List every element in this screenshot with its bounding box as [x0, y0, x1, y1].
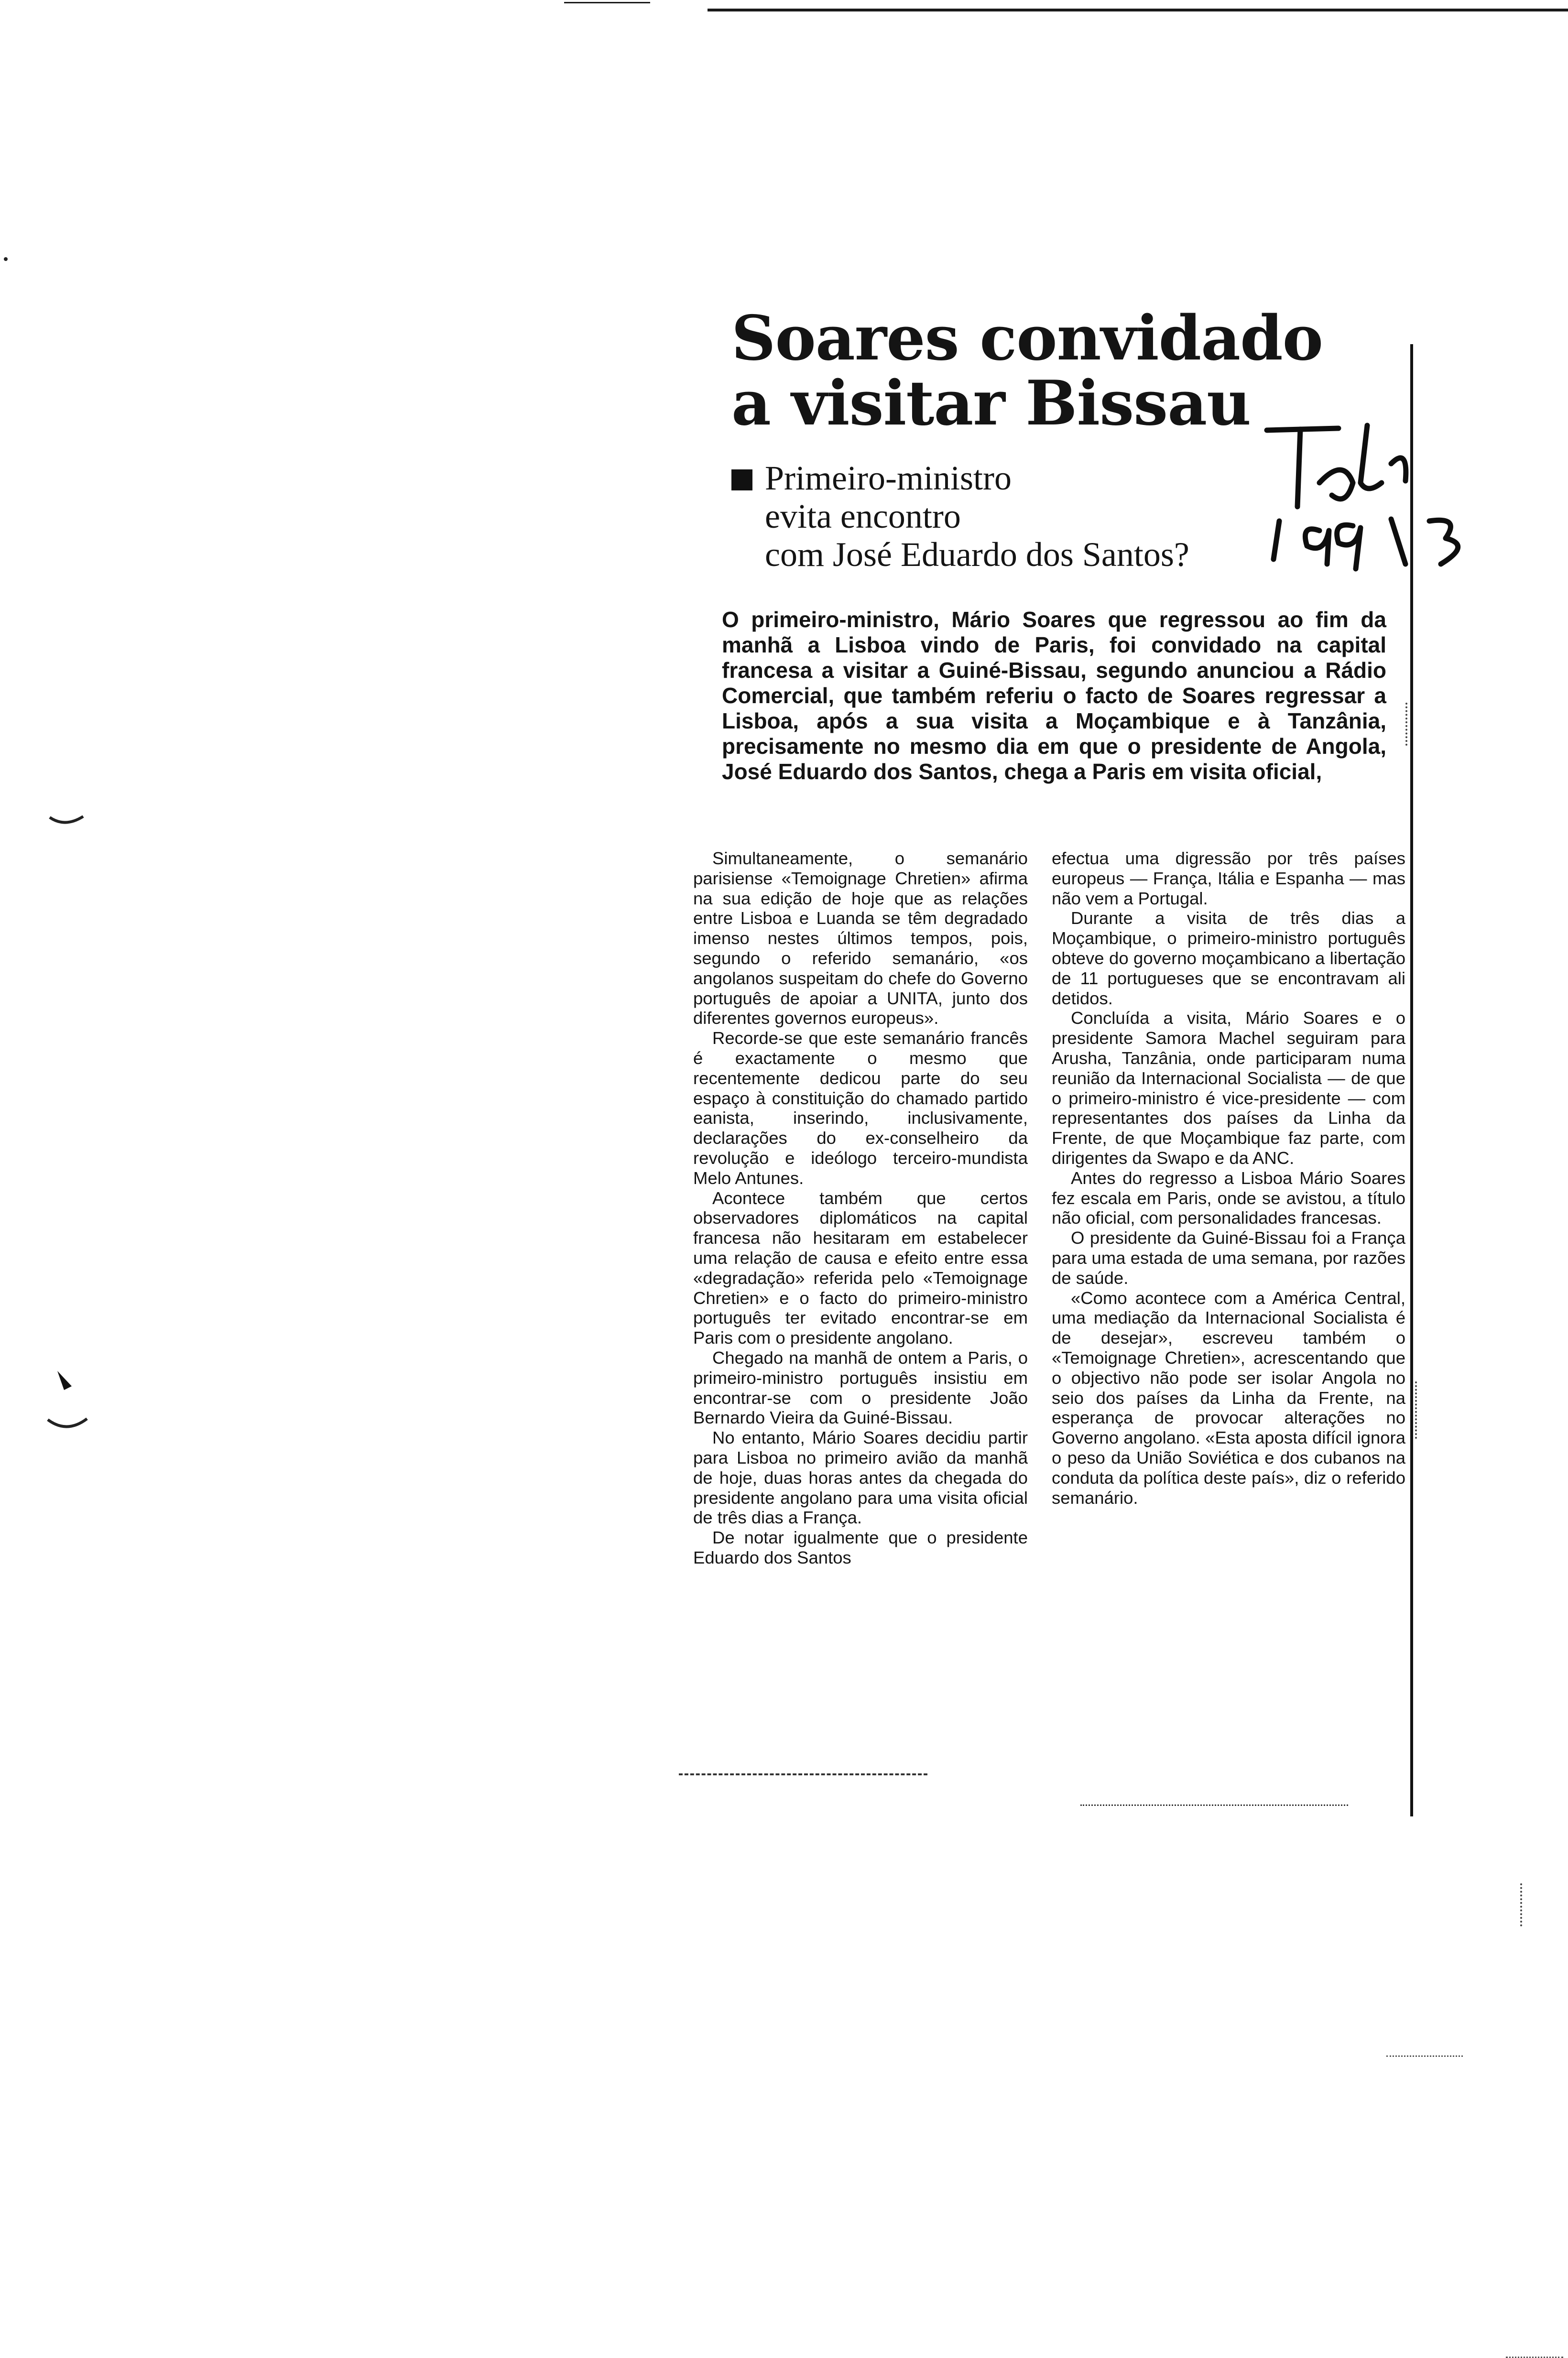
subheadline-line: evita encontro [765, 497, 961, 535]
scan-top-edge-stub [564, 2, 650, 3]
subheadline-line: com José Eduardo dos Santos? [765, 535, 1189, 574]
body-paragraph: «Como acontece com a América Central, uma mediação da Internacional Socialista é de desejar», escreveu também o «Temoignage Chretien», acrescentando que o objectivo não pode ser isolar Angola no seio dos países da Linha da Frente, na esperança de provocar alterações no Governo angolano. «Esta aposta difícil ignora o peso da União Soviética e dos cubanos na conduta da política deste país», diz o referido semanário. [1052, 1288, 1405, 1508]
body-paragraph: efectua uma digressão por três países europeus — França, Itália e Espanha — mas não vem a Portugal. [1052, 848, 1405, 908]
scan-speck [4, 257, 8, 261]
scan-noise [1386, 2055, 1463, 2057]
headline-line: Soares convidado [731, 303, 1323, 374]
clipping-bottom-edge [1080, 1804, 1348, 1806]
subheadline-line: Primeiro-ministro [765, 459, 1012, 497]
handwritten-date-annotation [1248, 411, 1554, 574]
scan-top-edge [708, 9, 1568, 11]
body-paragraph: Simultaneamente, o semanário parisiense «Temoignage Chretien» afirma na sua edição de hoje que as relações entre Lisboa e Luanda se têm degradado imenso nestes últimos tempos, pois, segundo o referido semanário, «os angolanos suspeitam do chefe do Governo português de apoiar a UNITA, junto dos diferentes governos europeus». [693, 848, 1028, 1028]
headline [731, 303, 1323, 439]
body-paragraph: Durante a visita de três dias a Moçambique, o primeiro-ministro português obteve do governo moçambicano a libertação de 11 portugueses que se encontravam ali detidos. [1052, 908, 1405, 1008]
body-paragraph: Concluída a visita, Mário Soares e o presidente Samora Machel seguiram para Arusha, Tanzânia, onde participaram numa reunião da Internacional Socialista — de que o primeiro-ministro é vice-presidente — com representantes dos países da Linha da Frente, de que Moçambique faz parte, com dirigentes da Swapo e da ANC. [1052, 1008, 1405, 1168]
body-column-left [693, 848, 1028, 1568]
lead-paragraph: O primeiro-ministro, Mário Soares que regressou ao fim da manhã a Lisboa vindo de Paris, foi convidado na capital francesa a visitar a Guiné-Bissau, segundo anunciou a Rádio Comercial, que também referiu o facto de Soares regressar a Lisboa, após a sua visita a Moçambique e à Tanzânia, precisamente no mesmo dia em que o presidente de Angola, José Eduardo dos Santos, chega a Paris em visita oficial, [722, 607, 1386, 784]
body-paragraph: Antes do regresso a Lisboa Mário Soares fez escala em Paris, onde se avistou, a título não oficial, com personalidades francesas. [1052, 1168, 1405, 1228]
punch-hole-mark [46, 789, 89, 832]
body-paragraph: Recorde-se que este semanário francês é exactamente o mesmo que recentemente dedicou parte do seu espaço à constituição do chamado partido eanista, inserindo, inclusivamente, declarações do ex-conselheiro da revolução e ideólogo terceiro-mundista Melo Antunes. [693, 1028, 1028, 1188]
body-paragraph: O presidente da Guiné-Bissau foi a França para uma estada de uma semana, por razões de saúde. [1052, 1228, 1405, 1288]
body-column-right [1052, 848, 1405, 1508]
body-paragraph: Acontece também que certos observadores diplomáticos na capital francesa não hesitaram em estabelecer uma relação de causa e efeito entre essa «degradação» referida pelo «Temoignage Chretien» e o facto do primeiro-ministro português ter evitado encontrar-se em Paris com o presidente angolano. [693, 1188, 1028, 1348]
body-paragraph: Chegado na manhã de ontem a Paris, o primeiro-ministro português insistiu em encontrar-se com o presidente João Bernardo Vieira da Guiné-Bissau. [693, 1347, 1028, 1428]
body-paragraph: De notar igualmente que o presidente Eduardo dos Santos [693, 1528, 1028, 1567]
clipping-bottom-edge [679, 1773, 927, 1775]
square-bullet-icon [731, 469, 752, 490]
scan-noise [1520, 1883, 1527, 1926]
clipping-right-edge [1410, 344, 1413, 1816]
punch-hole-mark [43, 1367, 96, 1444]
newspaper-clipping [660, 277, 1425, 1836]
headline-line: a visitar Bissau [731, 368, 1251, 439]
body-paragraph: No entanto, Mário Soares decidiu partir para Lisboa no primeiro avião da manhã de hoje, duas horas antes da chegada do presidente angolano para uma visita oficial de três dias a França. [693, 1428, 1028, 1528]
